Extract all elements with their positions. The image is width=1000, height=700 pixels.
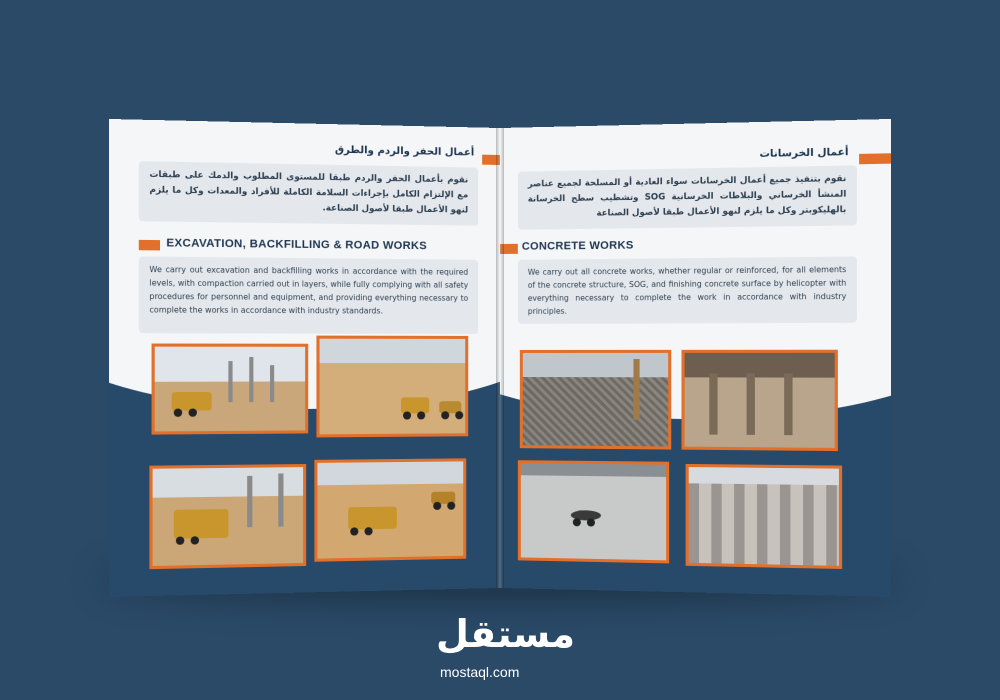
arabic-description: نقوم بتنفيذ جميع أعمال الخرسانات سواء العادية أو المسلحة لجميع عناصر المنشأ الخرساني والبلاطات الخرسانية SOG وتشطيب سطح الخرسانة بالهليكوبتر وكل ما يلزم لنهو الأعمال طبقا لأصول الصناعة [518,165,857,229]
arabic-description: نقوم بأعمال الحفر والردم طبقا للمستوى المطلوب والدمك على طبقات مع الإلتزام الكامل بإجراءات السلامة الكاملة للأفراد والمعدات وكل ما يلزم لنهو الأعمال طبقا لأصول الصناعة. [139,161,478,226]
watermark-url: mostaql.com [440,664,520,680]
book-spine [496,128,504,588]
english-section-title: CONCRETE WORKS [521,239,634,253]
english-description: We carry out all concrete works, whether regular or reinforced, for all elements of the concrete structure, SOG, and finishing concrete surface by helicopter with everything necessary to complete the work in accordance with industry principles. [518,256,857,323]
photo-loader-backfilling [314,458,466,561]
photo-rebar-foundations [686,464,843,569]
english-section-title: EXCAVATION, BACKFILLING & ROAD WORKS [166,237,427,253]
photo-concrete-pouring [520,350,671,450]
orange-accent-bar [139,240,160,251]
watermark-arabic-logo: مستقل [436,612,575,656]
photo-helicopter-finishing [518,460,669,563]
photo-excavation-site [152,344,309,435]
arabic-section-title: أعمال الخرسانات [759,146,849,160]
photo-wheel-loader [149,464,306,569]
photo-loader-in-pit [316,336,468,438]
right-page [500,119,891,597]
left-page [109,119,500,597]
arabic-section-title: أعمال الحفر والردم والطرق [334,144,475,159]
english-description: We carry out excavation and backfilling works in accordance with the required levels, with compaction carried out in layers, while fully complying with all safety procedures for personnel and equipment, and providing everything necessary to complete the works in accordance with industry standards. [139,256,478,334]
orange-accent-bar [859,153,891,164]
photo-concrete-structure [681,350,837,451]
